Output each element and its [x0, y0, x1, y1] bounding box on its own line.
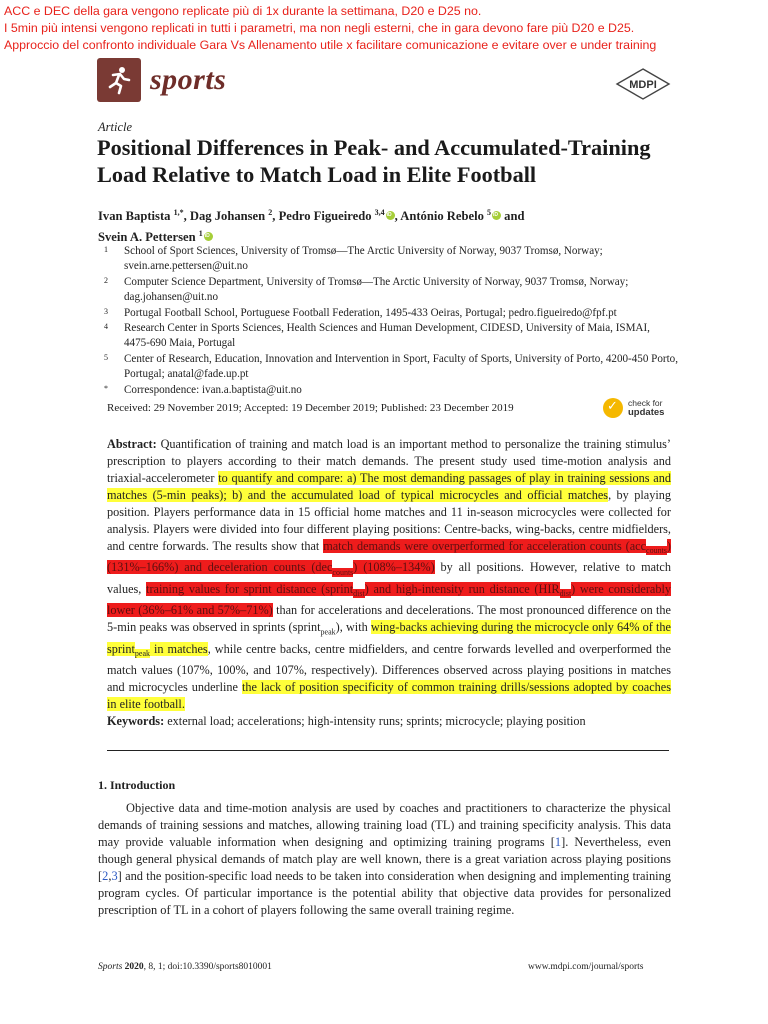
author-affiliation-mark: 2 [268, 208, 273, 217]
paper-title: Positional Differences in Peak- and Accumulated-Training Load Relative to Match Load in Elite Football [97, 135, 651, 187]
footer-citation [98, 962, 272, 972]
highlighted-text: dist [559, 589, 572, 599]
affiliation-text: Portugal Football School, Portuguese Football Federation, 1495-433 Oeiras, Portugal; pedro.figueiredo@fpf.pt [124, 306, 617, 319]
highlighted-text: counts [332, 567, 354, 577]
abstract-label: Abstract: [107, 437, 157, 451]
note-line: Approccio del confronto individuale Gara Vs Allenamento utile x facilitare comunicazione e evitare over e under training [4, 38, 657, 52]
abstract-text: , while centre backs, centre midfielders, and centre forwards levelled and overperformed the match values (107%, 100%, and 107%, respectively). Differences observed across playing positions in matches and microcycles underline [107, 641, 671, 695]
author-separator: , [272, 209, 279, 224]
journal-name: sports [150, 63, 227, 96]
footer-url[interactable]: www.mdpi.com/journal/sports [528, 962, 644, 972]
affiliation-number: 1 [104, 245, 108, 254]
mdpi-logo [615, 68, 671, 100]
author-name[interactable]: Dag Johansen [189, 209, 269, 224]
highlighted-text: to quantify and compare: a) The most demanding passages of play in training sessions and matches (5-min peaks); b) and the accumulated load of typical microcycles and official matches [107, 471, 671, 502]
author-name[interactable]: Svein A. Pettersen [98, 230, 199, 245]
highlighted-text: match demands were overperformed for acceleration counts (acc [323, 539, 647, 553]
journal-header [97, 58, 226, 102]
author-separator: and [501, 209, 525, 224]
affiliation-item [98, 306, 678, 321]
affiliation-number: 3 [104, 306, 108, 316]
check-for-updates-button[interactable] [603, 398, 664, 418]
highlighted-text: ) (131%–166%) and deceleration counts (dec [107, 539, 671, 575]
abstract-text: ), with [335, 620, 371, 635]
author-list [98, 204, 658, 246]
highlighted-text: training values for sprint distance (sprint [146, 581, 354, 596]
handwritten-notes [4, 3, 656, 54]
affiliation-number: 5 [104, 352, 108, 362]
highlighted-text: ) (108%–134%) [353, 560, 435, 575]
author-affiliation-mark: 3,4 [374, 208, 385, 217]
divider [107, 750, 669, 751]
publisher-name: MDPI [629, 79, 657, 91]
author-separator: , [394, 209, 401, 224]
affiliation-text: School of Sport Sciences, University of Tromsø—The Arctic University of Norway, 9037 Tromsø, Norway; svein.arne.pettersen@uit.no [124, 245, 603, 273]
author-name[interactable]: António Rebelo [400, 209, 488, 224]
affiliation-text: Center of Research, Education, Innovation and Intervention in Sport, Faculty of Sports, University of Porto, 4200-450 Porto, Portugal; anatal@fade.up.pt [124, 352, 678, 381]
citation-link[interactable]: 3 [111, 869, 118, 883]
highlighted-text: ) and high-intensity run distance (HIR [364, 581, 560, 596]
author-affiliation-mark: 1 [198, 229, 203, 239]
paragraph-text: ]. Nevertheless, even though general physical demands of match play are well known, there is a great variation across playing positions [ [98, 835, 671, 883]
updates-line2: updates [628, 407, 665, 418]
affiliation-text: Computer Science Department, University of Tromsø—The Arctic University of Norway, 9037 Tromsø, Norway; dag.johansen@uit.no [124, 275, 629, 304]
highlighted-text: ) were considerably lower (36%–61% and 57%–71%) [107, 581, 672, 618]
affiliation-number: 2 [104, 275, 108, 285]
affiliation-text: Research Center in Sports Sciences, Health Sciences and Human Development, CIDESD, University of Maia, ISMAI, 4475-690 Maia, Portugal [124, 322, 650, 350]
highlighted-text: counts [646, 546, 667, 556]
check-updates-icon [603, 398, 623, 418]
abstract-text: , by playing position. Players performance data in 15 official home matches and 11 in-season microcycles were collected for analysis. Players were divided into four different playing positions: Centre-backs, wing-backs, centre midfielders, and centre forwards. The results show that [107, 488, 671, 553]
footer-rest: , 8, 1; doi:10.3390/sports8010001 [143, 962, 272, 972]
affiliation-item [98, 352, 678, 383]
affiliation-number: 4 [104, 322, 108, 332]
orcid-icon[interactable] [386, 211, 395, 220]
paragraph-text: Objective data and time-motion analysis are used by coaches and practitioners to characterize the physical demands of training sessions and matches, allowing training load (TL) and training specificity analysis. This data may provide valuable information when designing and optimizing training programs [ [98, 801, 671, 849]
abstract-text: Quantification of training and match load is an important method to personalize the training stimulus’ prescription to players according to their match demands. The present study used time-motion analysis and triaxial-accelerometer [107, 437, 671, 485]
note-line: I 5min più intensi vengono replicati in tutti i parametri, ma non negli esterni, che in gara devono fare più D20 e D25. [4, 21, 635, 35]
paragraph-text: ] and the position-specific load needs to be taken into consideration when designing and implementing training program cycles. Of particular importance is the potential ability that objective data provides for personalized prescription of TL in a cohort of players following the same overall training regime. [98, 869, 671, 917]
citation-link[interactable]: 2 [102, 869, 109, 883]
publication-dates: Received: 29 November 2019; Accepted: 19 December 2019; Published: 23 December 2019 [107, 402, 514, 414]
abstract-text: by all positions. However, relative to match values, [107, 560, 671, 596]
article-type: Article [98, 120, 133, 134]
highlighted-text: wing-backs achieving during the microcycle only 64% of the sprint [107, 620, 671, 656]
intro-paragraph [98, 800, 671, 919]
footer-journal: Sports [98, 962, 123, 972]
keywords-text: external load; accelerations; high-intensity runs; sprints; microcycle; playing position [164, 714, 586, 728]
highlighted-text: in matches [150, 641, 208, 656]
affiliation-item [98, 383, 678, 398]
highlighted-text: dist [353, 589, 365, 599]
highlighted-text: the lack of position specificity of common training drills/sessions adopted by coaches in elite football. [107, 680, 671, 712]
author-affiliation-mark: 5 [487, 208, 492, 217]
note-line: ACC e DEC della gara vengono replicate più di 1x durante la settimana, D20 e D25 no. [4, 4, 482, 18]
abstract [107, 436, 671, 713]
author-name[interactable]: Ivan Baptista [98, 209, 174, 224]
runner-icon [97, 58, 141, 102]
keywords [107, 714, 586, 729]
affiliation-text: Correspondence: ivan.a.baptista@uit.no [124, 383, 302, 396]
paragraph-text: , [108, 869, 112, 883]
abstract-text: peak [320, 627, 336, 637]
footer-year: 2020 [124, 962, 144, 972]
author-name[interactable]: Pedro Figueiredo [278, 209, 375, 224]
orcid-icon[interactable] [492, 211, 501, 220]
highlighted-text: peak [134, 649, 151, 659]
updates-line1: check for [628, 398, 663, 408]
author-separator: , [183, 209, 190, 224]
keywords-label: Keywords: [107, 714, 165, 728]
section-heading: 1. Introduction [98, 778, 176, 792]
affiliation-item [98, 275, 678, 306]
affiliation-number: * [104, 383, 108, 393]
affiliation-item [98, 244, 678, 275]
author-affiliation-mark: 1,* [173, 208, 184, 217]
citation-link[interactable]: 1 [554, 835, 562, 849]
abstract-text: than for accelerations and decelerations. The most pronounced difference on the 5-min peaks was observed in sprints (sprint [107, 603, 671, 635]
affiliation-item [98, 321, 678, 352]
orcid-icon[interactable] [204, 232, 213, 241]
affiliation-list [98, 244, 678, 398]
